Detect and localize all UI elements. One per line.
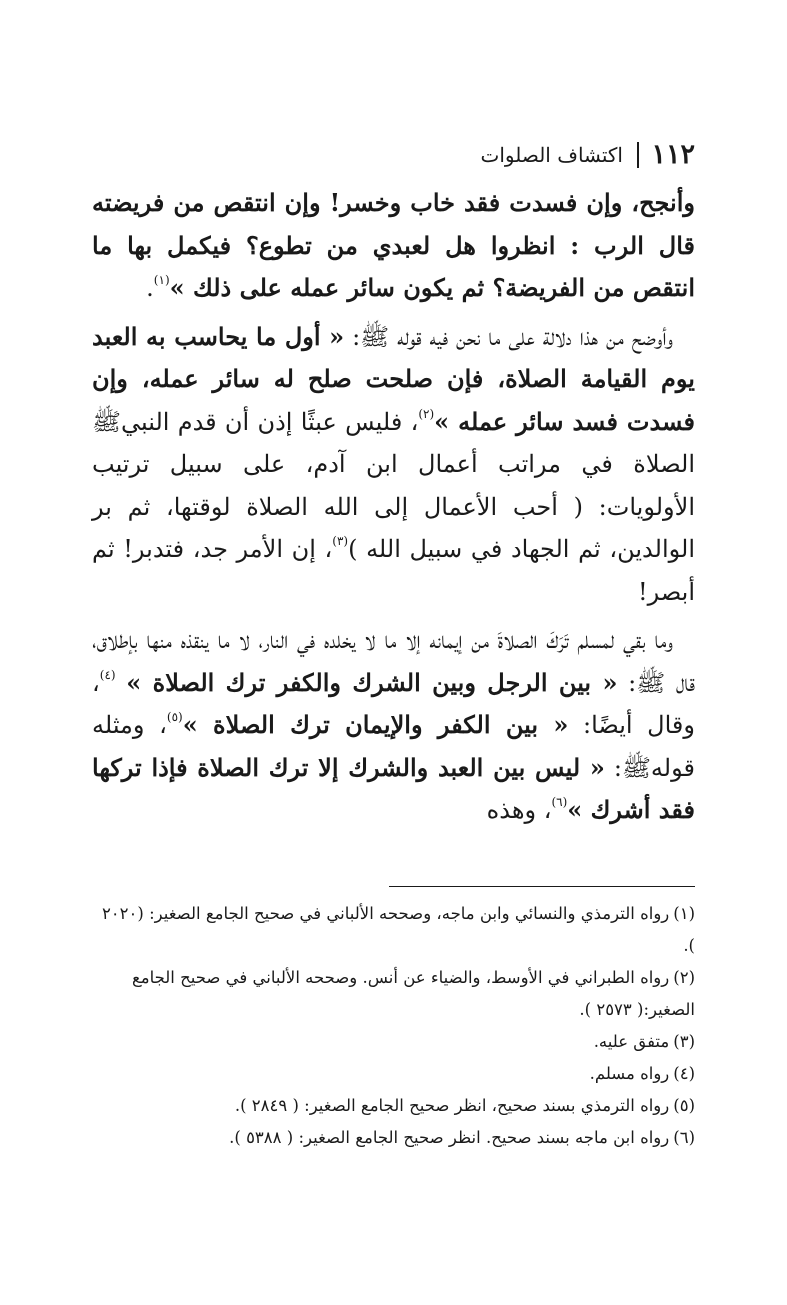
- hadith-quote: وأنجح، وإن فسدت فقد خاب وخسر! وإن انتقص من فريضته قال الرب : انظروا هل لعبدي من تطوع؟ فيكمل بها ما انتقص من الفريضة؟ ثم يكون سائر عمله على ذلك »: [92, 188, 695, 302]
- footnote-item: [92, 1026, 695, 1058]
- body-paragraph: [92, 316, 695, 614]
- footnote-marker: (٦): [551, 795, 568, 809]
- body-text: [92, 182, 695, 838]
- text-segment: ، وهذه: [486, 796, 552, 824]
- text-segment: .: [146, 274, 154, 302]
- page-number: ١١٢: [651, 139, 695, 170]
- hadith-quote: « بين الكفر والإيمان ترك الصلاة »: [182, 710, 569, 739]
- text-segment: [116, 669, 127, 697]
- footnotes: [92, 898, 695, 1154]
- footnote-number: (١): [673, 904, 695, 923]
- body-paragraph: [92, 619, 695, 832]
- text-segment: ، وقال أيضًا:: [92, 668, 695, 739]
- footnote-number: (٢): [673, 968, 695, 987]
- running-title: اكتشاف الصلوات: [480, 143, 623, 167]
- footnote-number: (٣): [673, 1032, 695, 1051]
- footnote-text: رواه الترمذي والنسائي وابن ماجه، وصححه الألباني في صحيح الجامع الصغير: (٢٠٢٠ ).: [101, 904, 695, 955]
- hadith-quote: « ليس بين العبد والشرك إلا ترك الصلاة فإذا تركها فقد أشرك »: [92, 752, 695, 824]
- text-segment: ، إن الأمر جد، فتدبر! ثم أبصر!: [92, 535, 695, 606]
- page-header: [92, 138, 695, 178]
- footnote-item: [92, 962, 695, 1026]
- text-segment: وأوضح من هذا دلالة على ما نحن فيه قوله ﷺ:: [344, 322, 674, 351]
- footnote-item: [92, 1090, 695, 1122]
- hadith-quote: « أول ما يحاسب به العبد يوم القيامة الصلاة، فإن صلحت صلح له سائر عمله، وإن فسدت فسد سائر عمله »: [92, 321, 695, 436]
- footnote-item: [92, 898, 695, 962]
- footnote-text: متفق عليه.: [593, 1032, 670, 1051]
- footnote-item: [92, 1058, 695, 1090]
- footnote-separator: [389, 886, 695, 887]
- text-segment: ، فليس عبثًا إذن أن قدم النبيﷺ الصلاة في مراتب أعمال ابن آدم، على سبيل ترتيب الأولويات: ( أحب الأعمال إلى الله الصلاة لوقتها، ثم بر الوالدين، ثم الجهاد في سبيل الله ): [92, 407, 695, 563]
- hadith-quote: « بين الرجل وبين الشرك والكفر ترك الصلاة »: [126, 667, 618, 697]
- footnote-number: (٦): [673, 1128, 695, 1147]
- footnote-number: (٤): [673, 1064, 695, 1083]
- footnote-marker: (٥): [166, 710, 183, 724]
- footnote-marker: (٢): [418, 406, 435, 421]
- header-divider: [637, 142, 639, 168]
- footnote-text: رواه مسلم.: [589, 1064, 670, 1083]
- text-segment: ، ومثله قولهﷺ:: [92, 711, 695, 782]
- footnote-text: رواه الطبراني في الأوسط، والضياء عن أنس. وصححه الألباني في صحيح الجامع الصغير:( ٢٥٧٣ ).: [131, 968, 695, 1019]
- footnote-text: رواه الترمذي بسند صحيح، انظر صحيح الجامع الصغير: ( ٢٨٤٩ ).: [234, 1096, 670, 1115]
- footnote-marker: (١): [153, 273, 170, 287]
- body-paragraph: [92, 182, 695, 310]
- footnote-marker: (٤): [99, 667, 116, 682]
- footnote-number: (٥): [673, 1096, 695, 1115]
- footnote-item: [92, 1122, 695, 1154]
- footnote-text: رواه ابن ماجه بسند صحيح. انظر صحيح الجامع الصغير: ( ٥٣٨٨ ).: [229, 1128, 670, 1147]
- footnote-marker: (٣): [332, 534, 349, 548]
- text-segment: وما بقي لمسلم تَرَكَ الصلاةَ من إيمانه إلا ما لا يخلده في النار، لا ما ينقذه منها بإطلاق، قال ﷺ:: [92, 626, 695, 697]
